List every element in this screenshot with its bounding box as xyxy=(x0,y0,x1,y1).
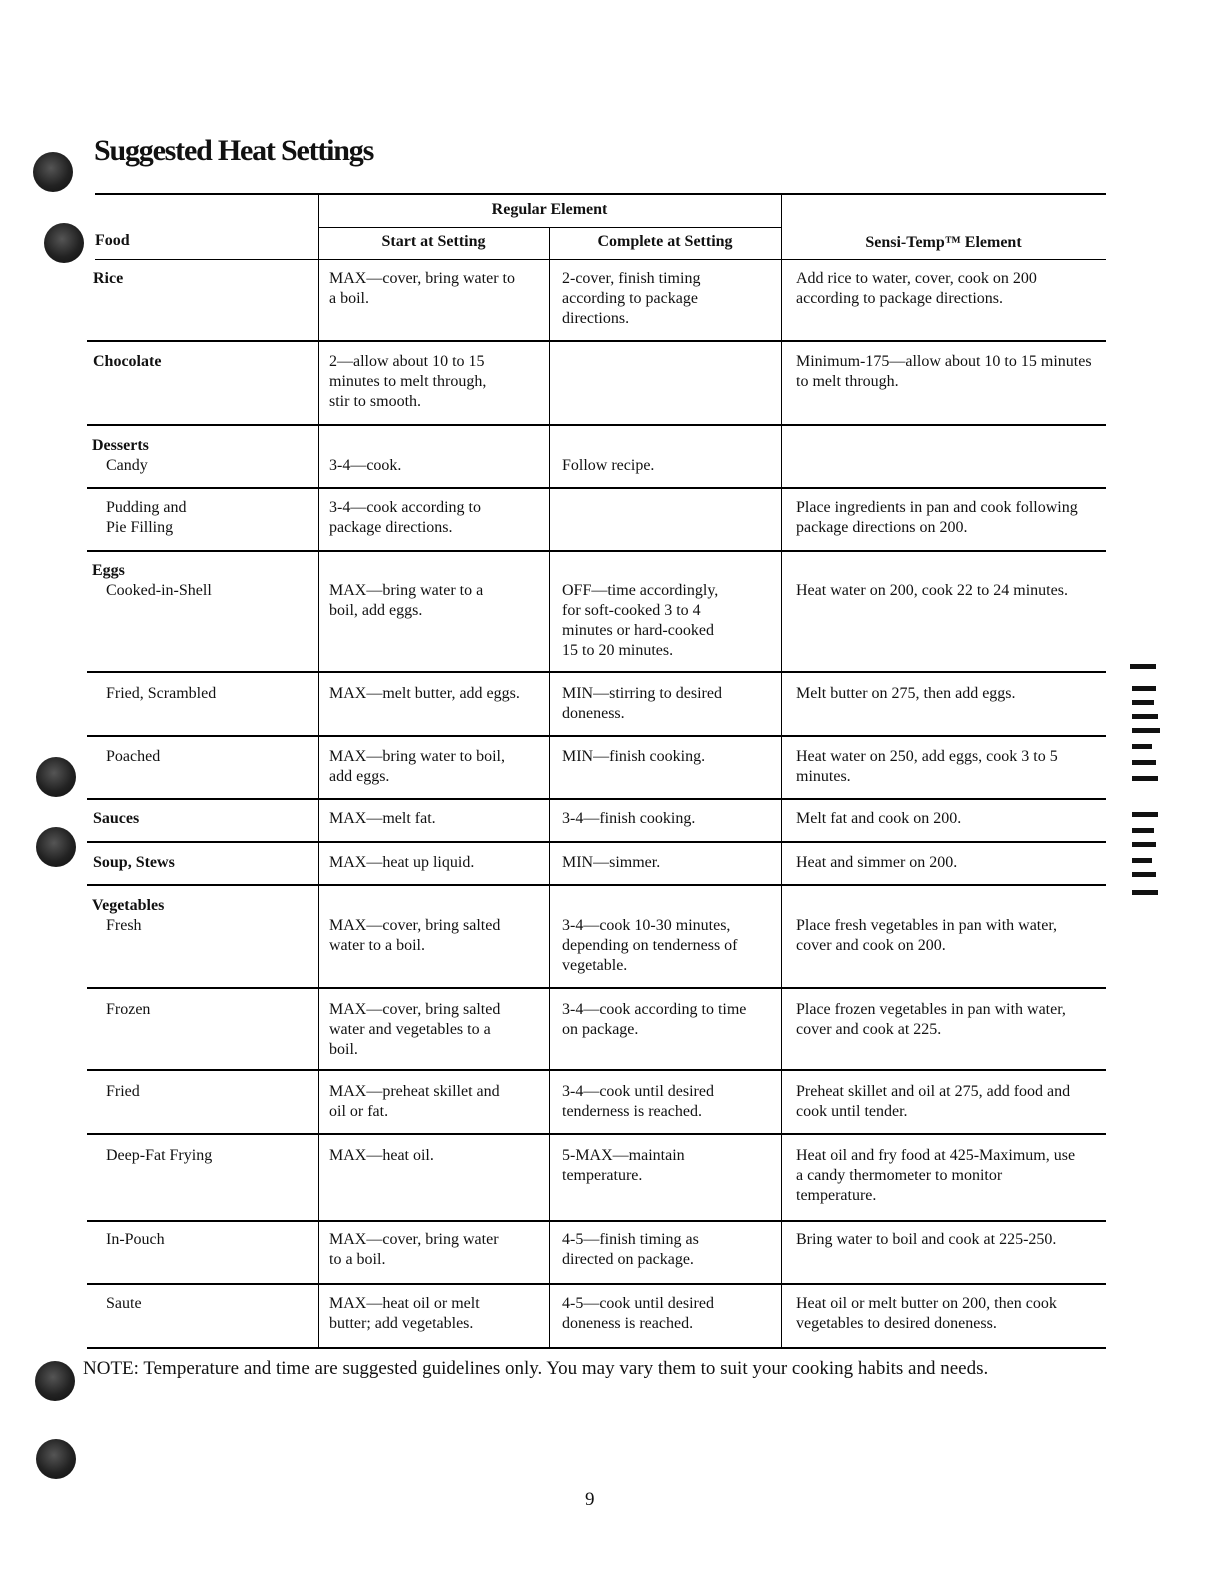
table-cell-complete: MIN—simmer. xyxy=(562,854,661,871)
table-cell-start: 3-4—cook. xyxy=(329,457,402,474)
table-cell-complete: Follow recipe. xyxy=(562,457,655,474)
row-rule xyxy=(87,798,1106,800)
table-cell-sensi: Heat oil or melt butter on 200, then cook vegetables to desired doneness. xyxy=(796,1295,1057,1332)
row-rule xyxy=(87,987,1106,989)
row-rule xyxy=(87,1283,1106,1285)
column-divider xyxy=(781,259,782,1347)
table-cell-complete: 3-4—cook 10-30 minutes, depending on tenderness of vegetable. xyxy=(562,917,738,974)
table-cell-food: Fried, Scrambled xyxy=(106,685,217,702)
row-rule xyxy=(87,1347,1106,1349)
table-cell-start: MAX—preheat skillet and oil or fat. xyxy=(329,1083,500,1120)
table-cell-food: In-Pouch xyxy=(106,1231,165,1248)
header-sensi-temp: Sensi-Temp™ Element xyxy=(865,234,1022,251)
table-cell-food: Fresh xyxy=(106,917,142,934)
table-cell-sensi: Place fresh vegetables in pan with water, cover and cook on 200. xyxy=(796,917,1058,954)
table-cell-start: MAX—cover, bring water to a boil. xyxy=(329,270,515,307)
table-cell-food: Fried xyxy=(106,1083,140,1100)
table-cell-sensi: Add rice to water, cover, cook on 200 according to package directions. xyxy=(796,270,1037,307)
table-cell-start: MAX—cover, bring salted water to a boil. xyxy=(329,917,501,954)
food-group-label: Vegetables xyxy=(92,897,165,914)
table-cell-food: Deep-Fat Frying xyxy=(106,1147,213,1164)
table-cell-start: MAX—bring water to a boil, add eggs. xyxy=(329,582,484,619)
row-rule xyxy=(87,550,1106,552)
table-cell-start: MAX—cover, bring water to a boil. xyxy=(329,1231,499,1268)
table-cell-food: Candy xyxy=(106,457,148,474)
table-cell-sensi: Minimum-175—allow about 10 to 15 minutes to melt through. xyxy=(796,353,1092,390)
table-cell-complete: OFF—time accordingly, for soft-cooked 3 to 4 minutes or hard-cooked 15 to 20 minutes. xyxy=(562,582,719,659)
table-cell-food: Soup, Stews xyxy=(93,854,175,871)
row-rule xyxy=(87,841,1106,843)
table-cell-complete: 5-MAX—maintain temperature. xyxy=(562,1147,685,1184)
binder-hole xyxy=(35,1361,75,1401)
row-rule xyxy=(95,259,1106,260)
binder-hole xyxy=(33,152,73,192)
table-cell-food: Chocolate xyxy=(93,353,162,370)
table-cell-sensi: Bring water to boil and cook at 225-250. xyxy=(796,1231,1057,1248)
row-rule xyxy=(87,487,1106,489)
table-cell-complete: 4-5—cook until desired doneness is reached. xyxy=(562,1295,714,1332)
column-divider xyxy=(318,259,319,1347)
table-cell-start: MAX—heat up liquid. xyxy=(329,854,475,871)
table-cell-sensi: Preheat skillet and oil at 275, add food and cook until tender. xyxy=(796,1083,1071,1120)
table-cell-complete: MIN—finish cooking. xyxy=(562,748,706,765)
row-rule xyxy=(87,735,1106,737)
page-number: 9 xyxy=(585,1489,595,1510)
table-top-rule xyxy=(95,193,1106,195)
table-cell-complete: 3-4—cook according to time on package. xyxy=(562,1001,747,1038)
table-cell-food: Cooked-in-Shell xyxy=(106,582,212,599)
binder-hole xyxy=(44,223,84,263)
table-cell-complete: 3-4—finish cooking. xyxy=(562,810,696,827)
table-cell-sensi: Heat and simmer on 200. xyxy=(796,854,958,871)
table-cell-sensi: Place frozen vegetables in pan with water, cover and cook at 225. xyxy=(796,1001,1066,1038)
table-cell-food: Pudding and Pie Filling xyxy=(106,499,187,536)
row-rule xyxy=(87,340,1106,342)
table-cell-complete: 4-5—finish timing as directed on package. xyxy=(562,1231,699,1268)
table-cell-start: MAX—cover, bring salted water and vegetables to a boil. xyxy=(329,1001,501,1058)
header-food: Food xyxy=(95,232,130,249)
table-cell-start: 3-4—cook according to package directions. xyxy=(329,499,481,536)
food-group-label: Eggs xyxy=(92,562,125,579)
table-cell-food: Rice xyxy=(93,270,124,287)
table-cell-complete: 3-4—cook until desired tenderness is reached. xyxy=(562,1083,714,1120)
table-cell-food: Saute xyxy=(106,1295,142,1312)
table-cell-sensi: Melt butter on 275, then add eggs. xyxy=(796,685,1016,702)
header-start-setting: Start at Setting xyxy=(381,233,486,250)
binder-hole xyxy=(36,827,76,867)
table-cell-start: MAX—bring water to boil, add eggs. xyxy=(329,748,505,785)
binder-hole xyxy=(36,1439,76,1479)
table-cell-start: MAX—heat oil or melt butter; add vegetables. xyxy=(329,1295,480,1332)
row-rule xyxy=(87,1220,1106,1222)
table-cell-sensi: Melt fat and cook on 200. xyxy=(796,810,962,827)
scan-margin-marks xyxy=(1130,664,1182,904)
footnote: NOTE: Temperature and time are suggested guidelines only. You may vary them to suit your cooking habits and needs. xyxy=(83,1358,989,1379)
row-rule xyxy=(87,424,1106,426)
table-cell-sensi: Heat water on 250, add eggs, cook 3 to 5 minutes. xyxy=(796,748,1058,785)
table-cell-start: MAX—melt fat. xyxy=(329,810,436,827)
table-cell-sensi: Heat oil and fry food at 425-Maximum, use a candy thermometer to monitor temperature. xyxy=(796,1147,1076,1204)
food-group-label: Desserts xyxy=(92,437,149,454)
table-cell-start: MAX—melt butter, add eggs. xyxy=(329,685,520,702)
binder-hole xyxy=(36,757,76,797)
table-cell-complete: 2-cover, finish timing according to package directions. xyxy=(562,270,701,327)
table-cell-start: MAX—heat oil. xyxy=(329,1147,434,1164)
table-cell-food: Poached xyxy=(106,748,161,765)
row-rule xyxy=(87,1069,1106,1071)
table-cell-complete: MIN—stirring to desired doneness. xyxy=(562,685,722,722)
table-cell-food: Frozen xyxy=(106,1001,151,1018)
column-divider xyxy=(549,259,550,1347)
table-cell-sensi: Heat water on 200, cook 22 to 24 minutes. xyxy=(796,582,1068,599)
page-title: Suggested Heat Settings xyxy=(94,134,374,167)
table-cell-start: 2—allow about 10 to 15 minutes to melt through, stir to smooth. xyxy=(329,353,487,410)
header-regular-element: Regular Element xyxy=(491,201,608,218)
table-cell-sensi: Place ingredients in pan and cook following package directions on 200. xyxy=(796,499,1078,536)
row-rule xyxy=(87,1133,1106,1135)
header-complete-setting: Complete at Setting xyxy=(597,233,733,250)
row-rule xyxy=(87,884,1106,886)
table-cell-food: Sauces xyxy=(93,810,140,827)
row-rule xyxy=(87,671,1106,673)
